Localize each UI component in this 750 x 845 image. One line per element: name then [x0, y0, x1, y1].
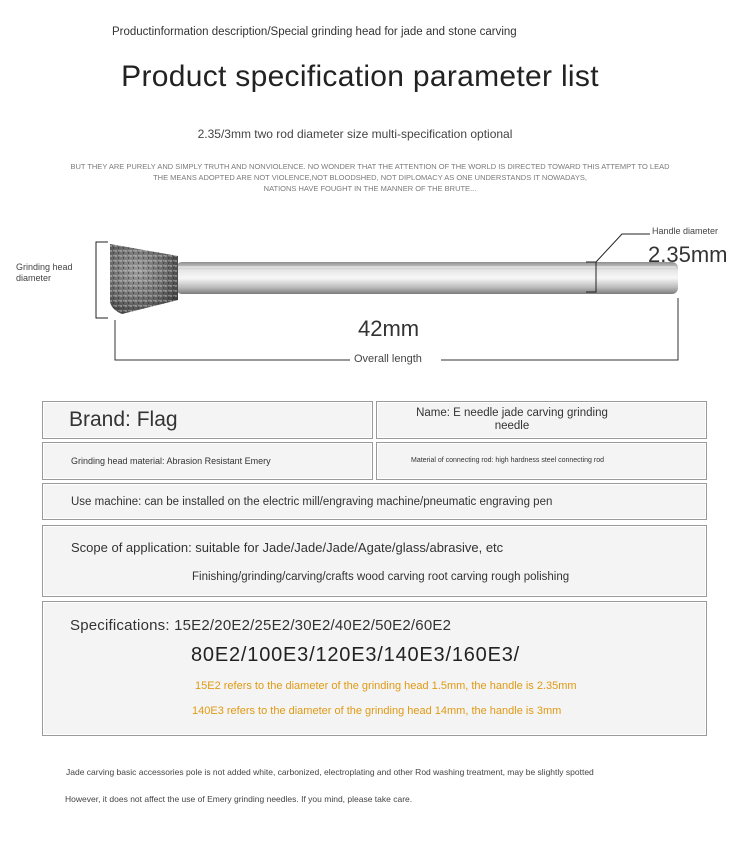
head-material-text: Grinding head material: Abrasion Resistant Emery	[71, 456, 271, 466]
scope-cell	[42, 525, 707, 597]
spec-note-140e3: 140E3 refers to the diameter of the grinding head 14mm, the handle is 3mm	[192, 705, 562, 717]
quote-line: BUT THEY ARE PURELY AND SIMPLY TRUTH AND NONVIOLENCE. NO WONDER THAT THE ATTENTION OF THE WORLD IS DIRECTED TOWARD THIS ATTEMPT TO LEAD	[70, 162, 670, 171]
handle-diameter-label: Handle diameter	[652, 226, 719, 236]
product-name-line: needle	[494, 420, 530, 432]
overall-length-line-left	[115, 320, 350, 360]
use-machine-text: Use machine: can be installed on the electric mill/engraving machine/pneumatic engraving pen	[71, 496, 553, 508]
specifications-cell	[42, 601, 707, 736]
divider	[389, 439, 639, 440]
product-name-line: Name: E needle jade carving grinding	[416, 407, 608, 419]
decorative-quote	[40, 161, 700, 194]
specifications-line-2: 80E2/100E3/120E3/140E3/160E3/	[191, 644, 521, 666]
head-diameter-bracket	[96, 242, 108, 318]
scope-detail-text: Finishing/grinding/carving/crafts wood carving root carving rough polishing	[192, 571, 570, 583]
options-note: 2.35/3mm two rod diameter size multi-specification optional	[197, 127, 513, 141]
scope-text: Scope of application: suitable for Jade/Jade/Jade/Agate/glass/abrasive, etc	[71, 540, 504, 555]
label-line: diameter	[16, 273, 52, 283]
head-material-cell	[42, 442, 373, 480]
use-machine-cell	[42, 483, 707, 520]
brand-cell	[42, 401, 373, 439]
footer-note-2: However, it does not affect the use of Emery grinding needles. If you mind, please take care.	[65, 794, 413, 804]
page-title: Product specification parameter list	[121, 60, 599, 93]
footer-note-1: Jade carving basic accessories pole is not added white, carbonized, electroplating and other Rod washing treatment, may be slightly spotted	[66, 767, 594, 777]
label-line: Grinding head	[16, 262, 73, 272]
spec-note-15e2: 15E2 refers to the diameter of the grinding head 1.5mm, the handle is 2.35mm	[195, 680, 577, 692]
rod-material-cell	[376, 442, 707, 480]
specifications-line-1: Specifications: 15E2/20E2/25E2/30E2/40E2/50E2/60E2	[70, 617, 452, 634]
product-name-cell	[376, 401, 707, 439]
overall-length-label: Overall length	[354, 353, 422, 365]
grinding-head-diameter-label	[16, 262, 96, 284]
quote-line: THE MEANS ADOPTED ARE NOT VIOLENCE,NOT BLOODSHED, NOT DIPLOMACY AS ONE UNDERSTANDS IT NOWADAYS,	[153, 173, 587, 182]
rod-material-text: Material of connecting rod: high hardness steel connecting rod	[411, 457, 605, 464]
page-subtitle: Productinformation description/Special grinding head for jade and stone carving	[112, 26, 517, 38]
handle-diameter-value: 2.35mm	[648, 242, 728, 267]
product-name-text	[397, 407, 627, 433]
quote-line: NATIONS HAVE FOUGHT IN THE MANNER OF THE BRUTE...	[263, 184, 477, 193]
overall-length-value: 42mm	[358, 316, 420, 341]
overall-length-line-right	[441, 298, 678, 360]
brand-text: Brand: Flag	[69, 408, 178, 431]
